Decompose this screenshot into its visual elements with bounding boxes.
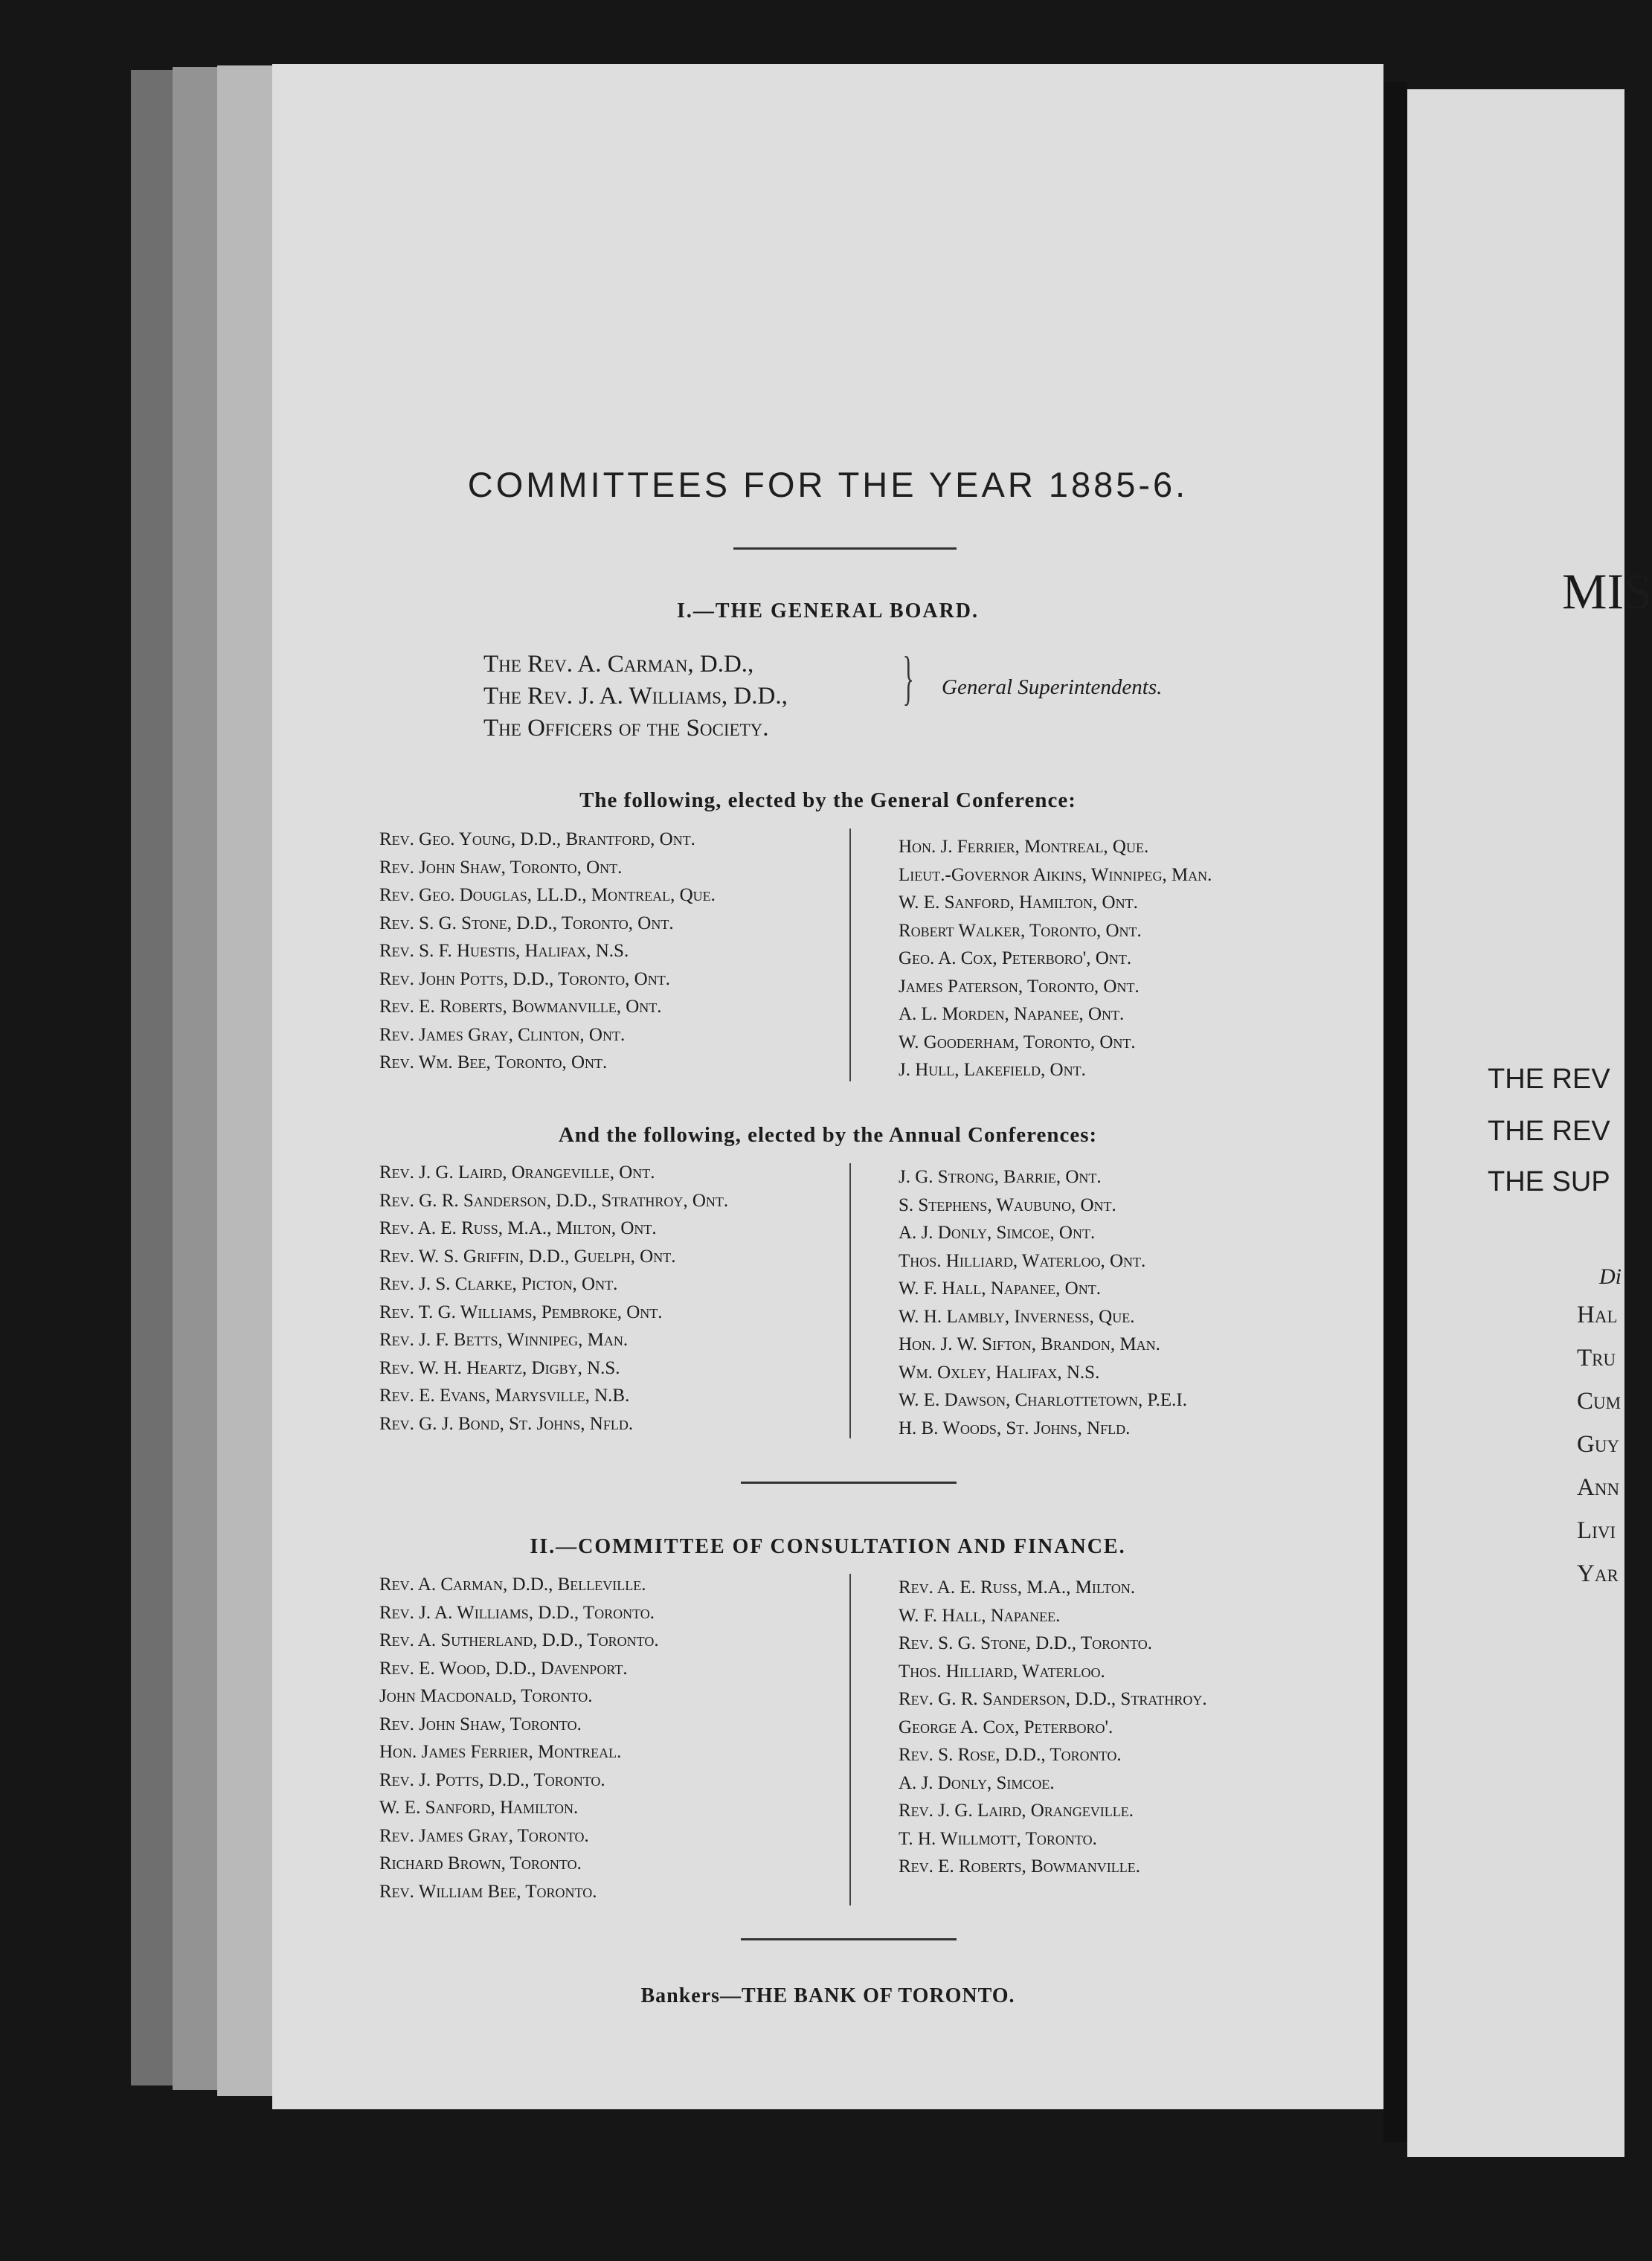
superintendents-label: General Superintendents. xyxy=(942,675,1163,699)
list-item: Rev. E. Roberts, Bowmanville, Ont. xyxy=(379,997,662,1017)
page-title: COMMITTEES FOR THE YEAR 1885-6. xyxy=(467,465,1189,504)
list-item: Rev. A. Sutherland, D.D., Toronto. xyxy=(379,1630,659,1650)
list-item: Rev. William Bee, Toronto. xyxy=(379,1881,597,1902)
list-item: Rev. G. R. Sanderson, D.D., Strathroy. xyxy=(899,1689,1207,1709)
list-item: Rev. A. Carman, D.D., Belleville. xyxy=(379,1575,646,1595)
general-conference-heading: The following, elected by the General Conference: xyxy=(579,788,1076,812)
list-item: Hon. J. Ferrier, Montreal, Que. xyxy=(899,837,1149,857)
list-item: Rev. E. Evans, Marysville, N.B. xyxy=(379,1386,630,1406)
list-item: W. Gooderham, Toronto, Ont. xyxy=(899,1032,1136,1052)
officer-line: The Officers of the Society. xyxy=(483,715,769,742)
brace-glyph: } xyxy=(902,646,914,711)
right-page-name-fragment: Hal xyxy=(1577,1302,1618,1328)
list-item: Rev. James Gray, Toronto. xyxy=(379,1825,589,1846)
list-item: Rev. Geo. Young, D.D., Brantford, Ont. xyxy=(379,829,695,849)
list-item: Wm. Oxley, Halifax, N.S. xyxy=(899,1362,1100,1383)
book-spine-shadow xyxy=(131,70,173,2085)
column-divider xyxy=(849,829,851,1081)
column-divider xyxy=(849,1163,851,1438)
right-page-name-fragment: Yar xyxy=(1577,1560,1619,1587)
list-item: Hon. James Ferrier, Montreal. xyxy=(379,1742,622,1762)
page-gutter xyxy=(1383,82,1407,2142)
right-page-line: THE REV xyxy=(1488,1116,1610,1147)
right-page-line: THE SUP xyxy=(1488,1166,1610,1197)
right-page-name-fragment: Ann xyxy=(1577,1474,1620,1501)
list-item: T. H. Willmott, Toronto. xyxy=(899,1828,1097,1849)
list-item: George A. Cox, Peterboro'. xyxy=(899,1717,1113,1737)
list-item: Rev. W. H. Heartz, Digby, N.S. xyxy=(379,1357,620,1378)
list-item: Rev. J. F. Betts, Winnipeg, Man. xyxy=(379,1330,629,1350)
list-item: Rev. Geo. Douglas, LL.D., Montreal, Que. xyxy=(379,885,716,905)
right-page-heading-fragment: MIS xyxy=(1562,563,1652,620)
column-divider xyxy=(849,1574,851,1905)
annual-conferences-right-column xyxy=(899,1163,1187,1442)
list-item: Rev. G. J. Bond, St. Johns, Nfld. xyxy=(379,1413,634,1434)
list-item: John Macdonald, Toronto. xyxy=(379,1686,593,1706)
list-item: H. B. Woods, St. Johns, Nfld. xyxy=(899,1418,1131,1438)
right-page-name-fragment: Tru xyxy=(1577,1345,1616,1371)
list-item: Rev. S. Rose, D.D., Toronto. xyxy=(899,1745,1122,1765)
list-item: Thos. Hilliard, Waterloo, Ont. xyxy=(899,1250,1146,1271)
list-item: Rev. S. F. Huestis, Halifax, N.S. xyxy=(379,941,629,961)
officer-line: The Rev. J. A. Williams, D.D., xyxy=(483,683,788,710)
list-item: Rev. James Gray, Clinton, Ont. xyxy=(379,1024,626,1045)
list-item: Rev. A. E. Russ, M.A., Milton. xyxy=(899,1577,1136,1598)
list-item: W. H. Lambly, Inverness, Que. xyxy=(899,1306,1135,1327)
left-page xyxy=(272,64,1383,2109)
right-page-name-fragment: Guy xyxy=(1577,1431,1620,1458)
bankers-line: Bankers—THE BANK OF TORONTO. xyxy=(640,1984,1015,2007)
list-item: Rev. G. R. Sanderson, D.D., Strathroy, Ont. xyxy=(379,1190,729,1211)
list-item: J. Hull, Lakefield, Ont. xyxy=(899,1060,1086,1080)
list-item: Rev. J. G. Laird, Orangeville. xyxy=(899,1801,1134,1821)
list-item: W. E. Dawson, Charlottetown, P.E.I. xyxy=(899,1390,1187,1410)
list-item: Rev. J. S. Clarke, Picton, Ont. xyxy=(379,1274,618,1294)
list-item: A. J. Donly, Simcoe. xyxy=(899,1772,1055,1793)
general-board-heading: I.—THE GENERAL BOARD. xyxy=(676,599,980,623)
list-item: J. G. Strong, Barrie, Ont. xyxy=(899,1167,1102,1187)
list-item: Rev. E. Wood, D.D., Davenport. xyxy=(379,1658,628,1679)
divider xyxy=(733,547,957,550)
page-edges xyxy=(217,65,272,2096)
list-item: Rev. T. G. Williams, Pembroke, Ont. xyxy=(379,1302,663,1322)
list-item: Richard Brown, Toronto. xyxy=(379,1853,582,1874)
book-spine xyxy=(173,67,217,2090)
list-item: Rev. John Potts, D.D., Toronto, Ont. xyxy=(379,968,670,989)
consultation-heading: II.—COMMITTEE OF CONSULTATION AND FINANCE. xyxy=(530,1535,1126,1558)
list-item: Rev. S. G. Stone, D.D., Toronto, Ont. xyxy=(379,913,674,933)
list-item: Rev. E. Roberts, Bowmanville. xyxy=(899,1856,1140,1876)
list-item: Hon. J. W. Sifton, Brandon, Man. xyxy=(899,1334,1160,1354)
list-item: James Paterson, Toronto, Ont. xyxy=(899,976,1140,997)
list-item: Rev. Wm. Bee, Toronto, Ont. xyxy=(379,1052,608,1072)
list-item: W. F. Hall, Napanee. xyxy=(899,1605,1061,1626)
list-item: Robert Walker, Toronto, Ont. xyxy=(899,920,1142,941)
divider xyxy=(741,1938,957,1940)
list-item: Geo. A. Cox, Peterboro', Ont. xyxy=(899,948,1132,968)
list-item: Rev. S. G. Stone, D.D., Toronto. xyxy=(899,1633,1153,1653)
list-item: A. L. Morden, Napanee, Ont. xyxy=(899,1004,1125,1024)
divider xyxy=(741,1482,957,1484)
list-item: Rev. J. A. Williams, D.D., Toronto. xyxy=(379,1602,655,1623)
right-page-name-fragment: Cum xyxy=(1577,1388,1622,1415)
general-conference-left-column xyxy=(379,826,716,1077)
list-item: W. F. Hall, Napanee, Ont. xyxy=(899,1279,1101,1299)
list-item: W. E. Sanford, Hamilton. xyxy=(379,1798,579,1818)
annual-conferences-left-column xyxy=(379,1159,728,1438)
officer-line: The Rev. A. Carman, D.D., xyxy=(483,651,754,678)
list-item: Rev. John Shaw, Toronto. xyxy=(379,1714,582,1734)
list-item: S. Stephens, Waubuno, Ont. xyxy=(899,1194,1116,1215)
general-conference-right-column xyxy=(899,833,1212,1084)
right-page-italic-fragment: Di xyxy=(1599,1264,1622,1289)
list-item: Rev. John Shaw, Toronto, Ont. xyxy=(379,857,623,878)
list-item: Lieut.-Governor Aikins, Winnipeg, Man. xyxy=(899,864,1212,885)
list-item: W. E. Sanford, Hamilton, Ont. xyxy=(899,892,1138,913)
annual-conferences-heading: And the following, elected by the Annual Conferences: xyxy=(558,1123,1098,1147)
list-item: Rev. A. E. Russ, M.A., Milton, Ont. xyxy=(379,1218,657,1238)
list-item: Rev. J. Potts, D.D., Toronto. xyxy=(379,1769,605,1790)
list-item: Rev. W. S. Griffin, D.D., Guelph, Ont. xyxy=(379,1246,676,1267)
list-item: Rev. J. G. Laird, Orangeville, Ont. xyxy=(379,1162,655,1183)
list-item: A. J. Donly, Simcoe, Ont. xyxy=(899,1223,1096,1243)
right-page-name-fragment: Livi xyxy=(1577,1517,1616,1544)
officers-list xyxy=(483,649,788,744)
consultation-right-column xyxy=(899,1574,1207,1881)
list-item: Thos. Hilliard, Waterloo. xyxy=(899,1661,1105,1682)
right-page-line: THE REV xyxy=(1488,1064,1610,1095)
consultation-left-column xyxy=(379,1571,659,1905)
